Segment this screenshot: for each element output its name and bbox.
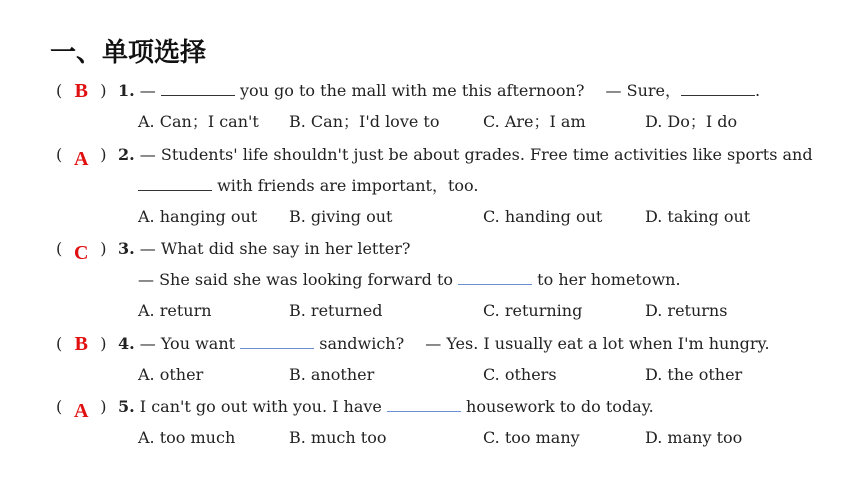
answer-bracket: ( C ) — [56, 239, 107, 264]
option-b: B. much too — [289, 428, 387, 447]
question-text: you go to the mall with me this afternoon? — Sure， — [234, 81, 681, 100]
option-c: C. too many — [483, 428, 580, 447]
question-text: sandwich? — Yes. I usually eat a lot when I'm hungry. — [314, 334, 770, 353]
question-text: — She said she was looking forward to — [138, 270, 459, 289]
option-a: A. too much — [138, 428, 236, 447]
answer-bracket: ( A ) — [56, 397, 107, 422]
question-number: 2. — [118, 145, 135, 164]
section-title: 一、单项选择 — [50, 38, 207, 68]
option-d: D. taking out — [645, 207, 751, 226]
option-c: C. Are；I am — [483, 112, 586, 131]
option-b: B. another — [289, 365, 375, 384]
answer-blank — [138, 176, 212, 191]
question-3-continuation — [138, 270, 681, 290]
question-number: 4. — [118, 334, 135, 353]
question-5 — [56, 396, 654, 422]
option-b: B. returned — [289, 301, 383, 320]
option-c: C. handing out — [483, 207, 603, 226]
answer-q2: A — [74, 148, 89, 170]
option-a: A. return — [138, 301, 212, 320]
question-text: with friends are important，too. — [212, 176, 479, 195]
question-text: housework to do today. — [460, 397, 654, 416]
question-text: to her hometown. — [532, 270, 681, 289]
answer-blank — [387, 397, 461, 412]
question-text: I can't go out with you. I have — [139, 397, 387, 416]
answer-q1: B — [74, 80, 88, 102]
option-a: A. hanging out — [138, 207, 258, 226]
answer-bracket: ( A ) — [56, 145, 107, 170]
option-d: D. the other — [645, 365, 743, 384]
option-c: C. returning — [483, 301, 583, 320]
question-1 — [56, 80, 760, 101]
question-number: 3. — [118, 239, 135, 258]
question-text: — — [139, 81, 161, 100]
option-b: B. giving out — [289, 207, 393, 226]
answer-blank — [458, 270, 532, 285]
option-a: A. other — [138, 365, 204, 384]
option-d: D. Do；I do — [645, 112, 738, 131]
option-a: A. Can；I can't — [138, 112, 259, 131]
question-text: — You want — [139, 334, 241, 353]
option-d: D. many too — [645, 428, 743, 447]
question-number: 5. — [118, 397, 135, 416]
answer-bracket: ( B ) — [56, 80, 107, 102]
question-number: 1. — [118, 81, 135, 100]
answer-bracket: ( B ) — [56, 333, 107, 355]
option-b: B. Can；I'd love to — [289, 112, 440, 131]
question-text: — Students' life shouldn't just be about grades. Free time activities like sports and — [139, 145, 813, 164]
option-c: C. others — [483, 365, 557, 384]
question-2-continuation — [138, 176, 478, 196]
question-3 — [56, 238, 411, 264]
option-d: D. returns — [645, 301, 728, 320]
question-4 — [56, 333, 770, 354]
answer-blank — [161, 81, 235, 96]
answer-blank — [240, 334, 314, 349]
answer-q3: C — [74, 242, 89, 264]
question-text: . — [755, 81, 761, 100]
answer-q4: B — [74, 333, 88, 355]
answer-q5: A — [74, 400, 89, 422]
question-text: — What did she say in her letter? — [139, 239, 411, 258]
question-2 — [56, 144, 813, 170]
answer-blank — [681, 81, 755, 96]
